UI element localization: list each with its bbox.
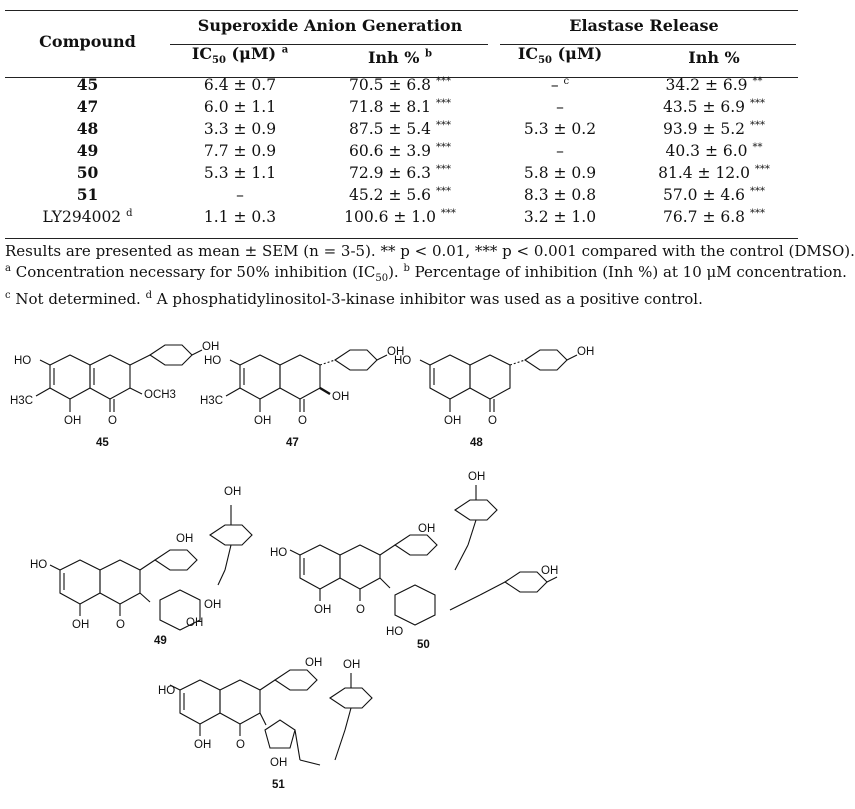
atom-oh: OH [254, 415, 272, 427]
atom-oh: OH [468, 471, 486, 483]
atom-ho: HO [14, 355, 32, 367]
compound-cell: 51 [76, 185, 99, 204]
ic50-superoxide-header: $IC_{50}$ (μM) $^a$ [191, 44, 289, 67]
atom-oh: OH [176, 533, 194, 545]
atom-oh: OH [577, 346, 595, 358]
structure-45 [36, 345, 202, 412]
atom-oh: OH [541, 565, 559, 577]
results-table [5, 10, 798, 228]
atom-ho: HO [204, 355, 222, 367]
table-row [5, 184, 798, 206]
compound-label-45: 45 [96, 437, 109, 449]
compound-cell: 50 [76, 163, 99, 182]
ic50-el-cell: – [556, 142, 564, 160]
inh-el-cell: 40.3 ± 6.0 ** [665, 141, 763, 160]
inh-el-cell: 93.9 ± 5.2 *** [663, 119, 765, 138]
table-row [5, 206, 798, 228]
compound-cell: 49 [76, 141, 99, 160]
structure-47 [226, 350, 387, 412]
table-row [5, 118, 798, 140]
compound-label-47: 47 [286, 437, 299, 449]
table-row [5, 74, 798, 96]
ic50-so-cell: 3.3 ± 0.9 [203, 120, 277, 138]
ic50-so-cell: 6.0 ± 1.1 [203, 98, 277, 116]
superoxide-header: Superoxide Anion Generation [197, 16, 463, 35]
atom-o: O [236, 739, 245, 751]
ic50-so-cell: 5.3 ± 1.1 [203, 164, 277, 182]
footnote-cd: $^c$ Not determined. $^d$ A phosphatidylinositol-3-kinase inhibitor was used as a positive control. [5, 290, 703, 308]
atom-o: O [488, 415, 497, 427]
inh-so-cell: 72.9 ± 6.3 *** [349, 163, 451, 182]
atom-oh: OH [343, 659, 361, 671]
atom-oh: OH [224, 486, 242, 498]
compound-label-51: 51 [272, 779, 285, 791]
atom-ho: HO [270, 547, 288, 559]
inh-el-cell: 34.2 ± 6.9 ** [665, 75, 763, 94]
atom-oh: OH [186, 617, 204, 629]
table-bottom-rule [5, 238, 798, 239]
inh-so-cell: 60.6 ± 3.9 *** [349, 141, 451, 160]
ic50-so-cell: – [236, 186, 244, 204]
ic50-el-cell: 3.2 ± 1.0 [523, 208, 597, 226]
ic50-el-cell: – [556, 98, 564, 116]
inh-so-cell: 100.6 ± 1.0 *** [344, 207, 456, 226]
ic50-el-cell: 8.3 ± 0.8 [523, 186, 597, 204]
ic50-el-cell: – $^c$ [550, 75, 570, 94]
compound-label-49: 49 [154, 635, 167, 647]
ic50-so-cell: 7.7 ± 0.9 [203, 142, 277, 160]
footnote-ab: $^a$ Concentration necessary for 50% inhibition $(IC_{50})$. $^b$ Percentage of inhibition (Inh %) at 10 μM concentration. [5, 263, 847, 284]
table-row [5, 140, 798, 162]
inh-el-cell: 43.5 ± 6.9 *** [663, 97, 765, 116]
atom-oh: OH [204, 599, 222, 611]
ic50-so-cell: 6.4 ± 0.7 [203, 76, 277, 94]
atom-ho: HO [394, 355, 412, 367]
atom-oh: OH [418, 523, 436, 535]
compound-cell: 45 [76, 75, 99, 94]
atom-och3: OCH3 [144, 389, 176, 401]
atom-ho: HO [158, 685, 176, 697]
compound-label-48: 48 [470, 437, 483, 449]
inh-superoxide-header: Inh % $^b$ [367, 48, 433, 67]
elastase-header: Elastase Release [569, 16, 719, 35]
atom-ho: HO [386, 626, 404, 638]
structure-48 [420, 350, 577, 412]
inh-el-cell: 57.0 ± 4.6 *** [663, 185, 765, 204]
atom-o: O [298, 415, 307, 427]
compound-header: Compound [39, 32, 136, 51]
table-row [5, 96, 798, 118]
footnote-stats: Results are presented as mean ± SEM (n = 3-5). ** p < 0.01, *** p < 0.001 compared with the control (DMSO). [5, 242, 855, 260]
atom-oh: OH [332, 391, 350, 403]
atom-oh: OH [202, 341, 220, 353]
inh-el-cell: 81.4 ± 12.0 *** [658, 163, 770, 182]
ic50-el-cell: 5.3 ± 0.2 [523, 120, 597, 138]
atom-oh: OH [194, 739, 212, 751]
atom-h3c: H3C [10, 395, 34, 407]
atom-o: O [116, 619, 125, 631]
inh-elastase-header: Inh % [688, 48, 740, 67]
atom-oh: OH [314, 604, 332, 616]
atom-oh: OH [270, 757, 288, 769]
atom-h3c: H3C [200, 395, 224, 407]
ic50-so-cell: 1.1 ± 0.3 [203, 208, 277, 226]
table-footnotes [5, 241, 855, 310]
compound-cell: 47 [76, 97, 99, 116]
ic50-elastase-header: $IC_{50}$ (μM) [517, 44, 603, 67]
chemical-structures-figure [0, 320, 802, 809]
atom-ho: HO [30, 559, 48, 571]
inh-so-cell: 71.8 ± 8.1 *** [349, 97, 451, 116]
atom-oh: OH [444, 415, 462, 427]
compound-label-50: 50 [417, 639, 430, 651]
compound-cell: LY294002 $^d$ [42, 207, 133, 226]
atom-oh: OH [305, 657, 323, 669]
atom-oh: OH [387, 346, 405, 358]
inh-so-cell: 70.5 ± 6.8 *** [349, 75, 451, 94]
atom-oh: OH [64, 415, 82, 427]
atom-oh: OH [72, 619, 90, 631]
inh-el-cell: 76.7 ± 6.8 *** [663, 207, 765, 226]
atom-o: O [356, 604, 365, 616]
table-row [5, 162, 798, 184]
compound-cell: 48 [76, 119, 99, 138]
inh-so-cell: 45.2 ± 5.6 *** [349, 185, 451, 204]
ic50-el-cell: 5.8 ± 0.9 [523, 164, 597, 182]
structure-49 [50, 505, 252, 630]
atom-o: O [108, 415, 117, 427]
inh-so-cell: 87.5 ± 5.4 *** [349, 119, 451, 138]
